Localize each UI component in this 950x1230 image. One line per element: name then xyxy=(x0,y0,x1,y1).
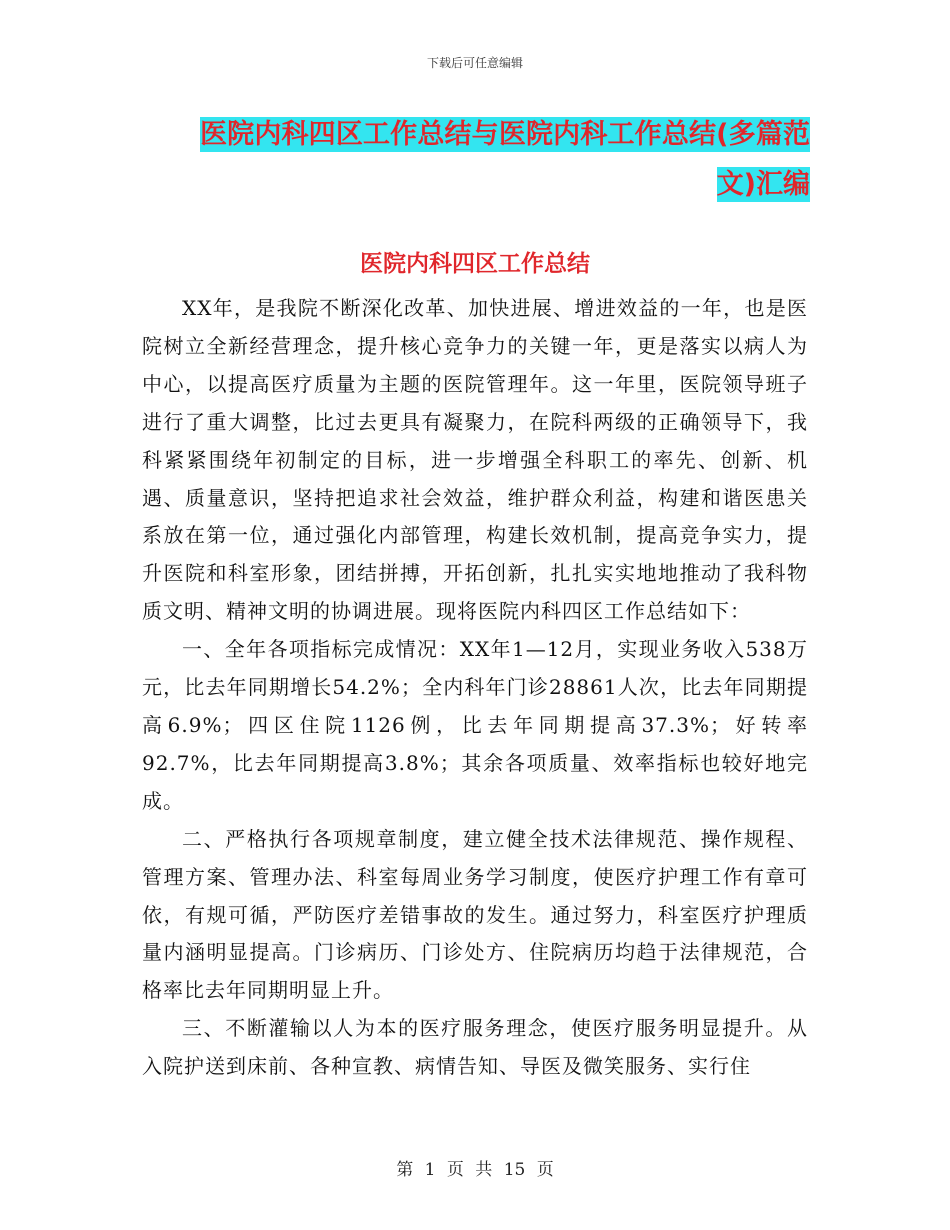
paragraph: 二、严格执行各项规章制度，建立健全技术法律规范、操作规程、管理方案、管理办法、科室每周业务学习制度，使医疗护理工作有章可依，有规可循，严防医疗差错事故的发生。通过努力，科室医疗护理质量内涵明显提高。门诊病历、门诊处方、住院病历均趋于法律规范，合格率比去年同期明显上升。 xyxy=(142,826,808,1003)
document-title-text: 医院内科四区工作总结与医院内科工作总结(多篇范文)汇编 xyxy=(200,119,810,200)
page-number-footer: 第 1 页 共 15 页 xyxy=(396,1160,554,1180)
document-title xyxy=(200,110,810,210)
page-header-note: 下载后可任意编辑 xyxy=(426,56,523,70)
paragraph: XX年，是我院不断深化改革、加快进展、增进效益的一年，也是医院树立全新经营理念，提升核心竞争力的关键一年，更是落实以病人为中心，以提高医疗质量为主题的医院管理年。这一年里，医院领导班子进行了重大调整，比过去更具有凝聚力，在院科两级的正确领导下，我科紧紧围绕年初制定的目标，进一步增强全科职工的率先、创新、机遇、质量意识，坚持把追求社会效益，维护群众利益，构建和谐医患关系放在第一位，通过强化内部管理，构建长效机制，提高竞争实力，提升医院和科室形象，团结拼搏，开拓创新，扎扎实实地地推动了我科物质文明、精神文明的协调进展。现将医院内科四区工作总结如下： xyxy=(142,296,808,624)
paragraph: 三、不断灌输以人为本的医疗服务理念，使医疗服务明显提升。从入院护送到床前、各种宣教、病情告知、导医及微笑服务、实行住 xyxy=(142,1016,808,1079)
document-body xyxy=(142,290,808,1086)
paragraph: 一、全年各项指标完成情况：XX年1—12月，实现业务收入538万元，比去年同期增长54.2%；全内科年门诊28861人次，比去年同期提高6.9%；四区住院1126例，比去年同期提高37.3%；好转率92.7%，比去年同期提高3.8%；其余各项质量、效率指标也较好地完成。 xyxy=(142,637,808,813)
section-title: 医院内科四区工作总结 xyxy=(360,251,590,277)
